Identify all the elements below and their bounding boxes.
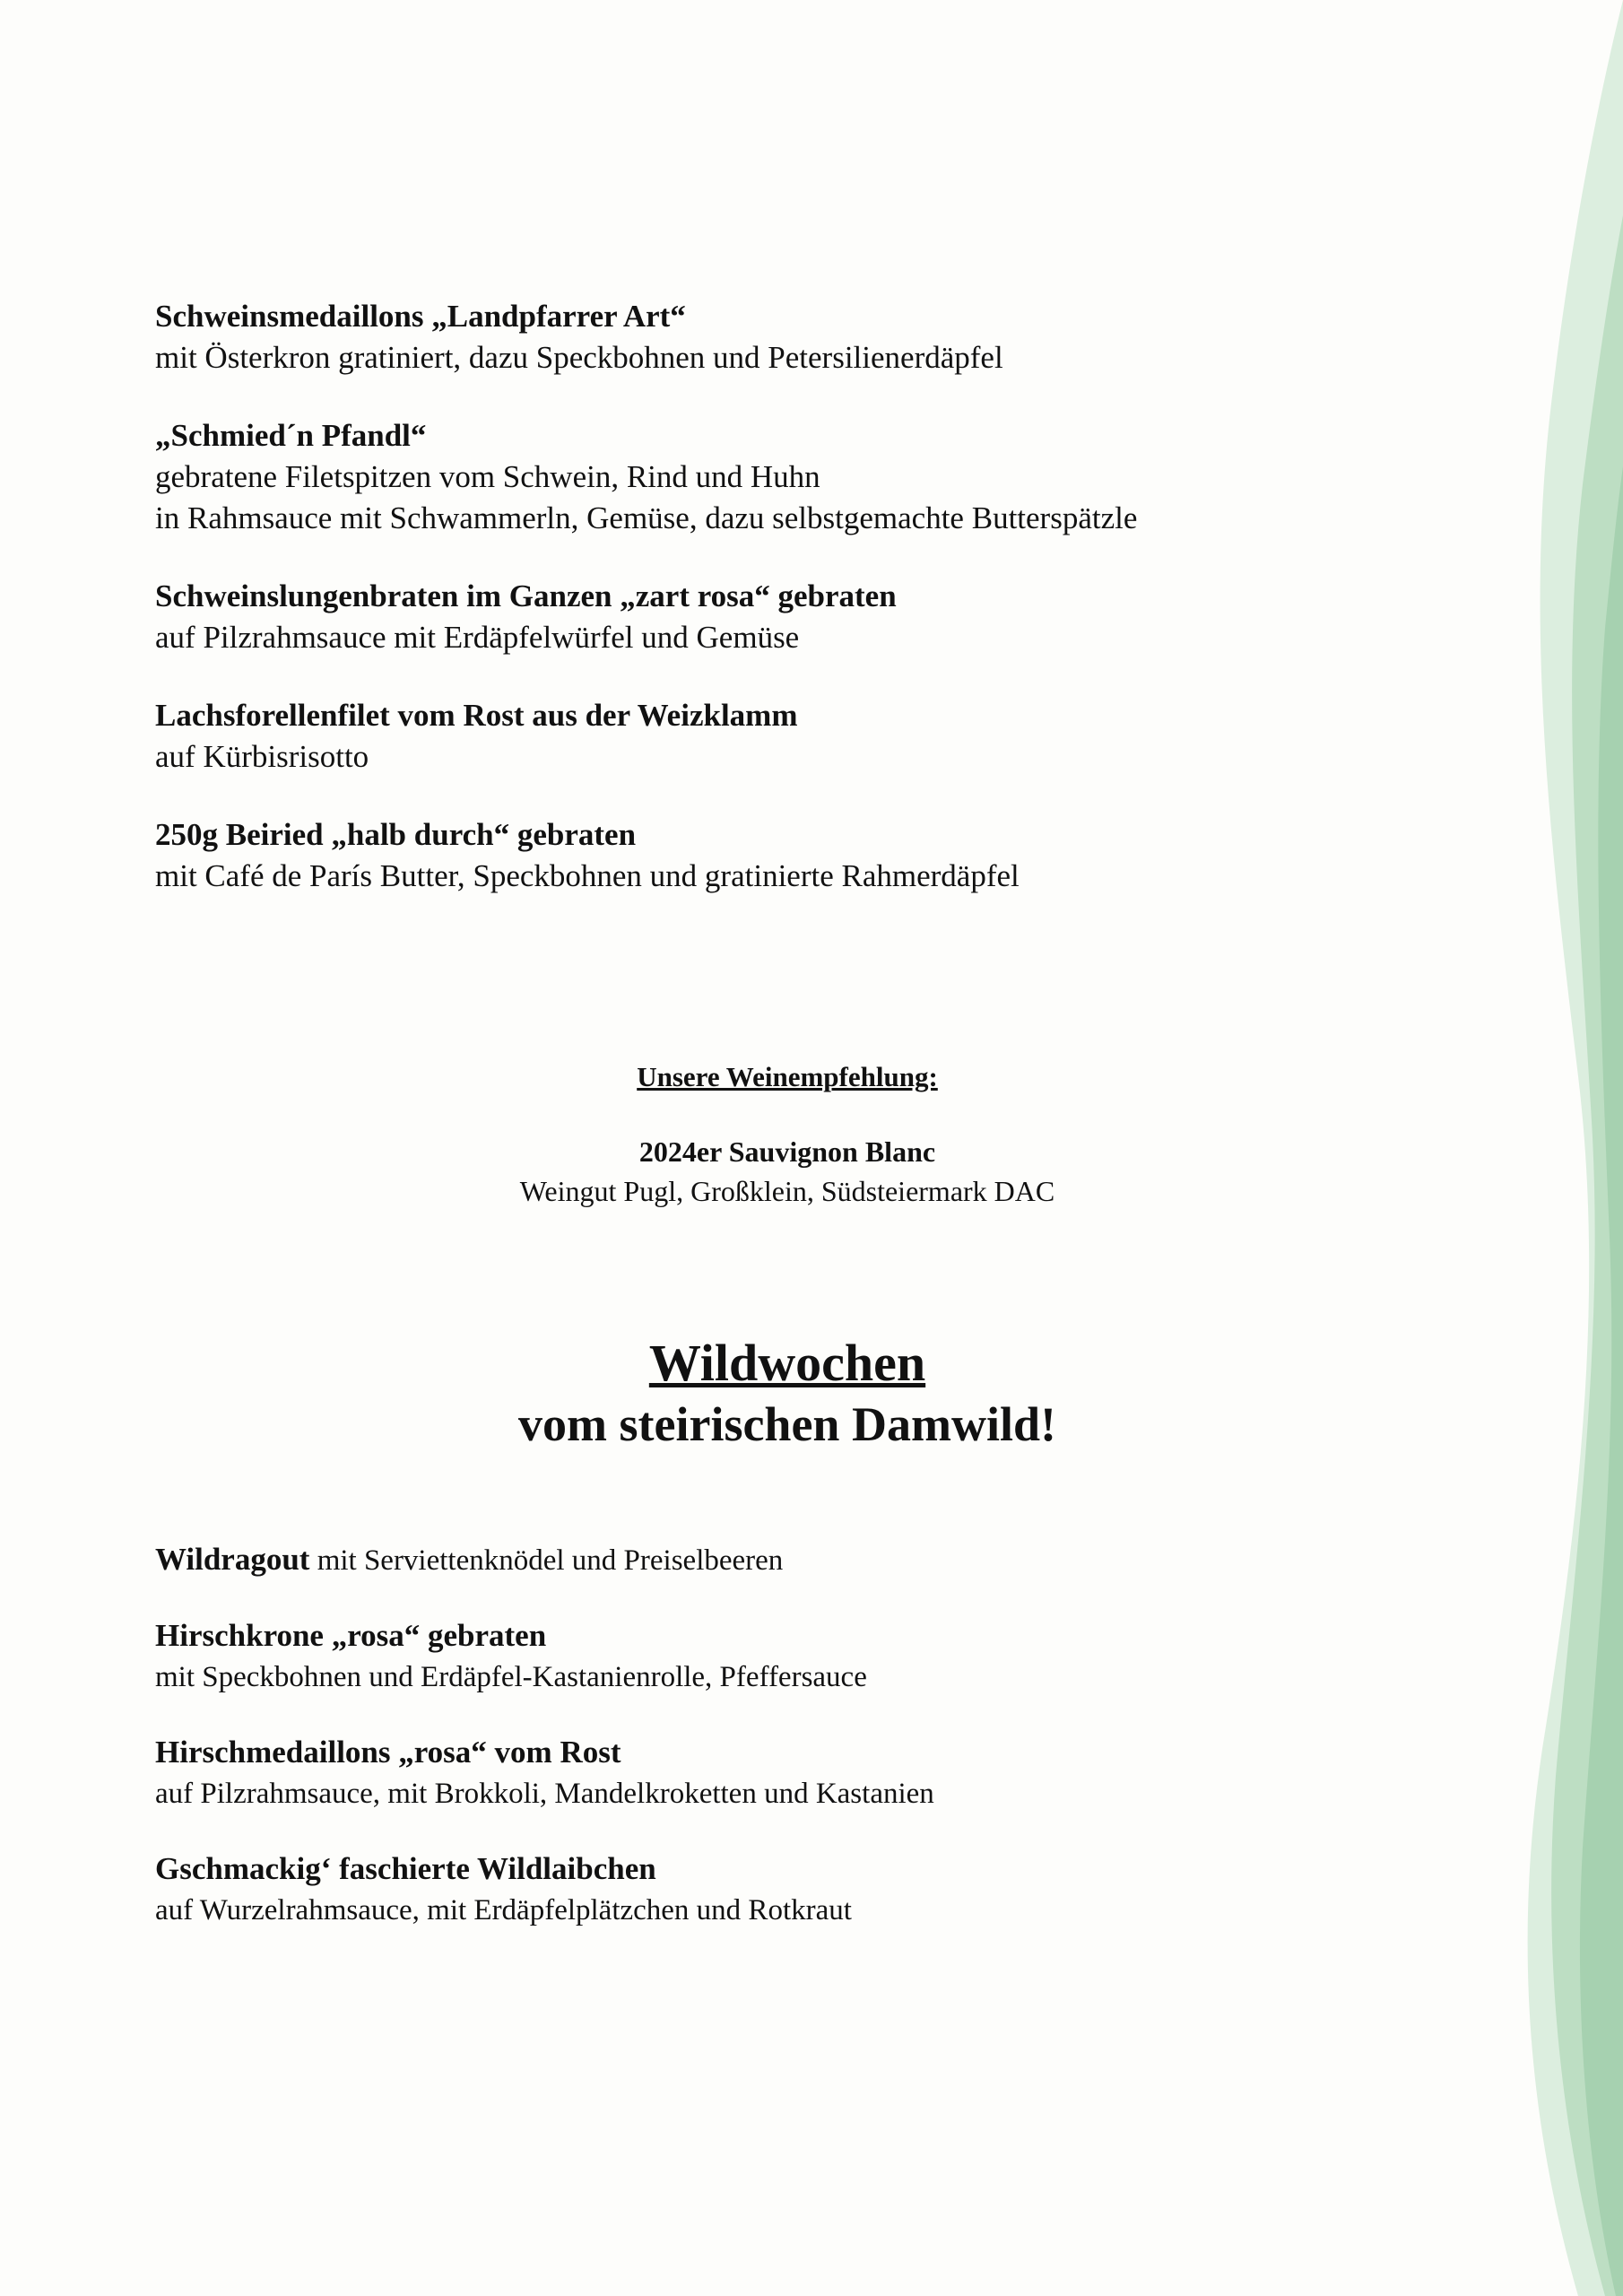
dish-name: Schweinsmedaillons „Landpfarrer Art“ (155, 299, 686, 334)
wild-dish-4 (155, 1848, 1500, 1931)
dish-description: mit Speckbohnen und Erdäpfel-Kastanienrolle, Pfeffersauce (155, 1661, 867, 1693)
dish-name: Hirschkrone „rosa“ gebraten (155, 1618, 547, 1653)
wild-dish-3 (155, 1732, 1500, 1814)
dish-name: „Schmied´n Pfandl“ (155, 418, 427, 453)
dish-description: gebratene Filetspitzen vom Schwein, Rind und Huhn (155, 459, 820, 494)
wine-producer: Weingut Pugl, Großklein, Südsteiermark DAC (519, 1175, 1055, 1207)
dish-name: Schweinslungenbraten im Ganzen „zart rosa“ gebraten (155, 578, 897, 613)
dish-description: mit Café de París Butter, Speckbohnen und gratinierte Rahmerdäpfel (155, 858, 1020, 893)
dish-description: auf Wurzelrahmsauce, mit Erdäpfelplätzchen und Rotkraut (155, 1894, 852, 1926)
wild-dish-2 (155, 1615, 1500, 1698)
dish-name: Lachsforellenfilet vom Rost aus der Weizklamm (155, 698, 798, 733)
dish-description: auf Pilzrahmsauce mit Erdäpfelwürfel und Gemüse (155, 620, 800, 655)
wine-heading: Unsere Weinempfehlung: (637, 1061, 938, 1092)
special-heading (155, 1333, 1419, 1455)
wine-recommendation (155, 1058, 1419, 1211)
dish-description: mit Serviettenknödel und Preiselbeeren (309, 1544, 784, 1577)
dish-line (155, 1539, 1500, 1581)
dish-name: Hirschmedaillons „rosa“ vom Rost (155, 1735, 621, 1770)
dish-name: Gschmackig‘ faschierte Wildlaibchen (155, 1851, 656, 1886)
wild-dish-1 (155, 1539, 1500, 1581)
dish-description: mit Österkron gratiniert, dazu Speckbohnen und Petersilienerdäpfel (155, 340, 1003, 375)
special-title: Wildwochen (648, 1334, 926, 1392)
wine-name: 2024er Sauvignon Blanc (638, 1135, 936, 1168)
main-dish-1 (155, 296, 1500, 378)
dish-description: auf Pilzrahmsauce, mit Brokkoli, Mandelkroketten und Kastanien (155, 1778, 934, 1810)
dish-name: Wildragout (155, 1542, 310, 1577)
dish-name: 250g Beiried „halb durch“ gebraten (155, 817, 637, 852)
menu-content (155, 296, 1500, 1926)
dish-description: auf Kürbisrisotto (155, 739, 369, 774)
main-dish-4 (155, 695, 1500, 778)
wild-dishes (155, 1539, 1500, 1965)
main-dish-3 (155, 576, 1500, 658)
main-dish-2 (155, 415, 1500, 539)
main-dish-5 (155, 814, 1500, 897)
special-subtitle: vom steirischen Damwild! (518, 1397, 1056, 1451)
dish-description: in Rahmsauce mit Schwammerln, Gemüse, dazu selbstgemachte Butterspätzle (155, 500, 1138, 535)
